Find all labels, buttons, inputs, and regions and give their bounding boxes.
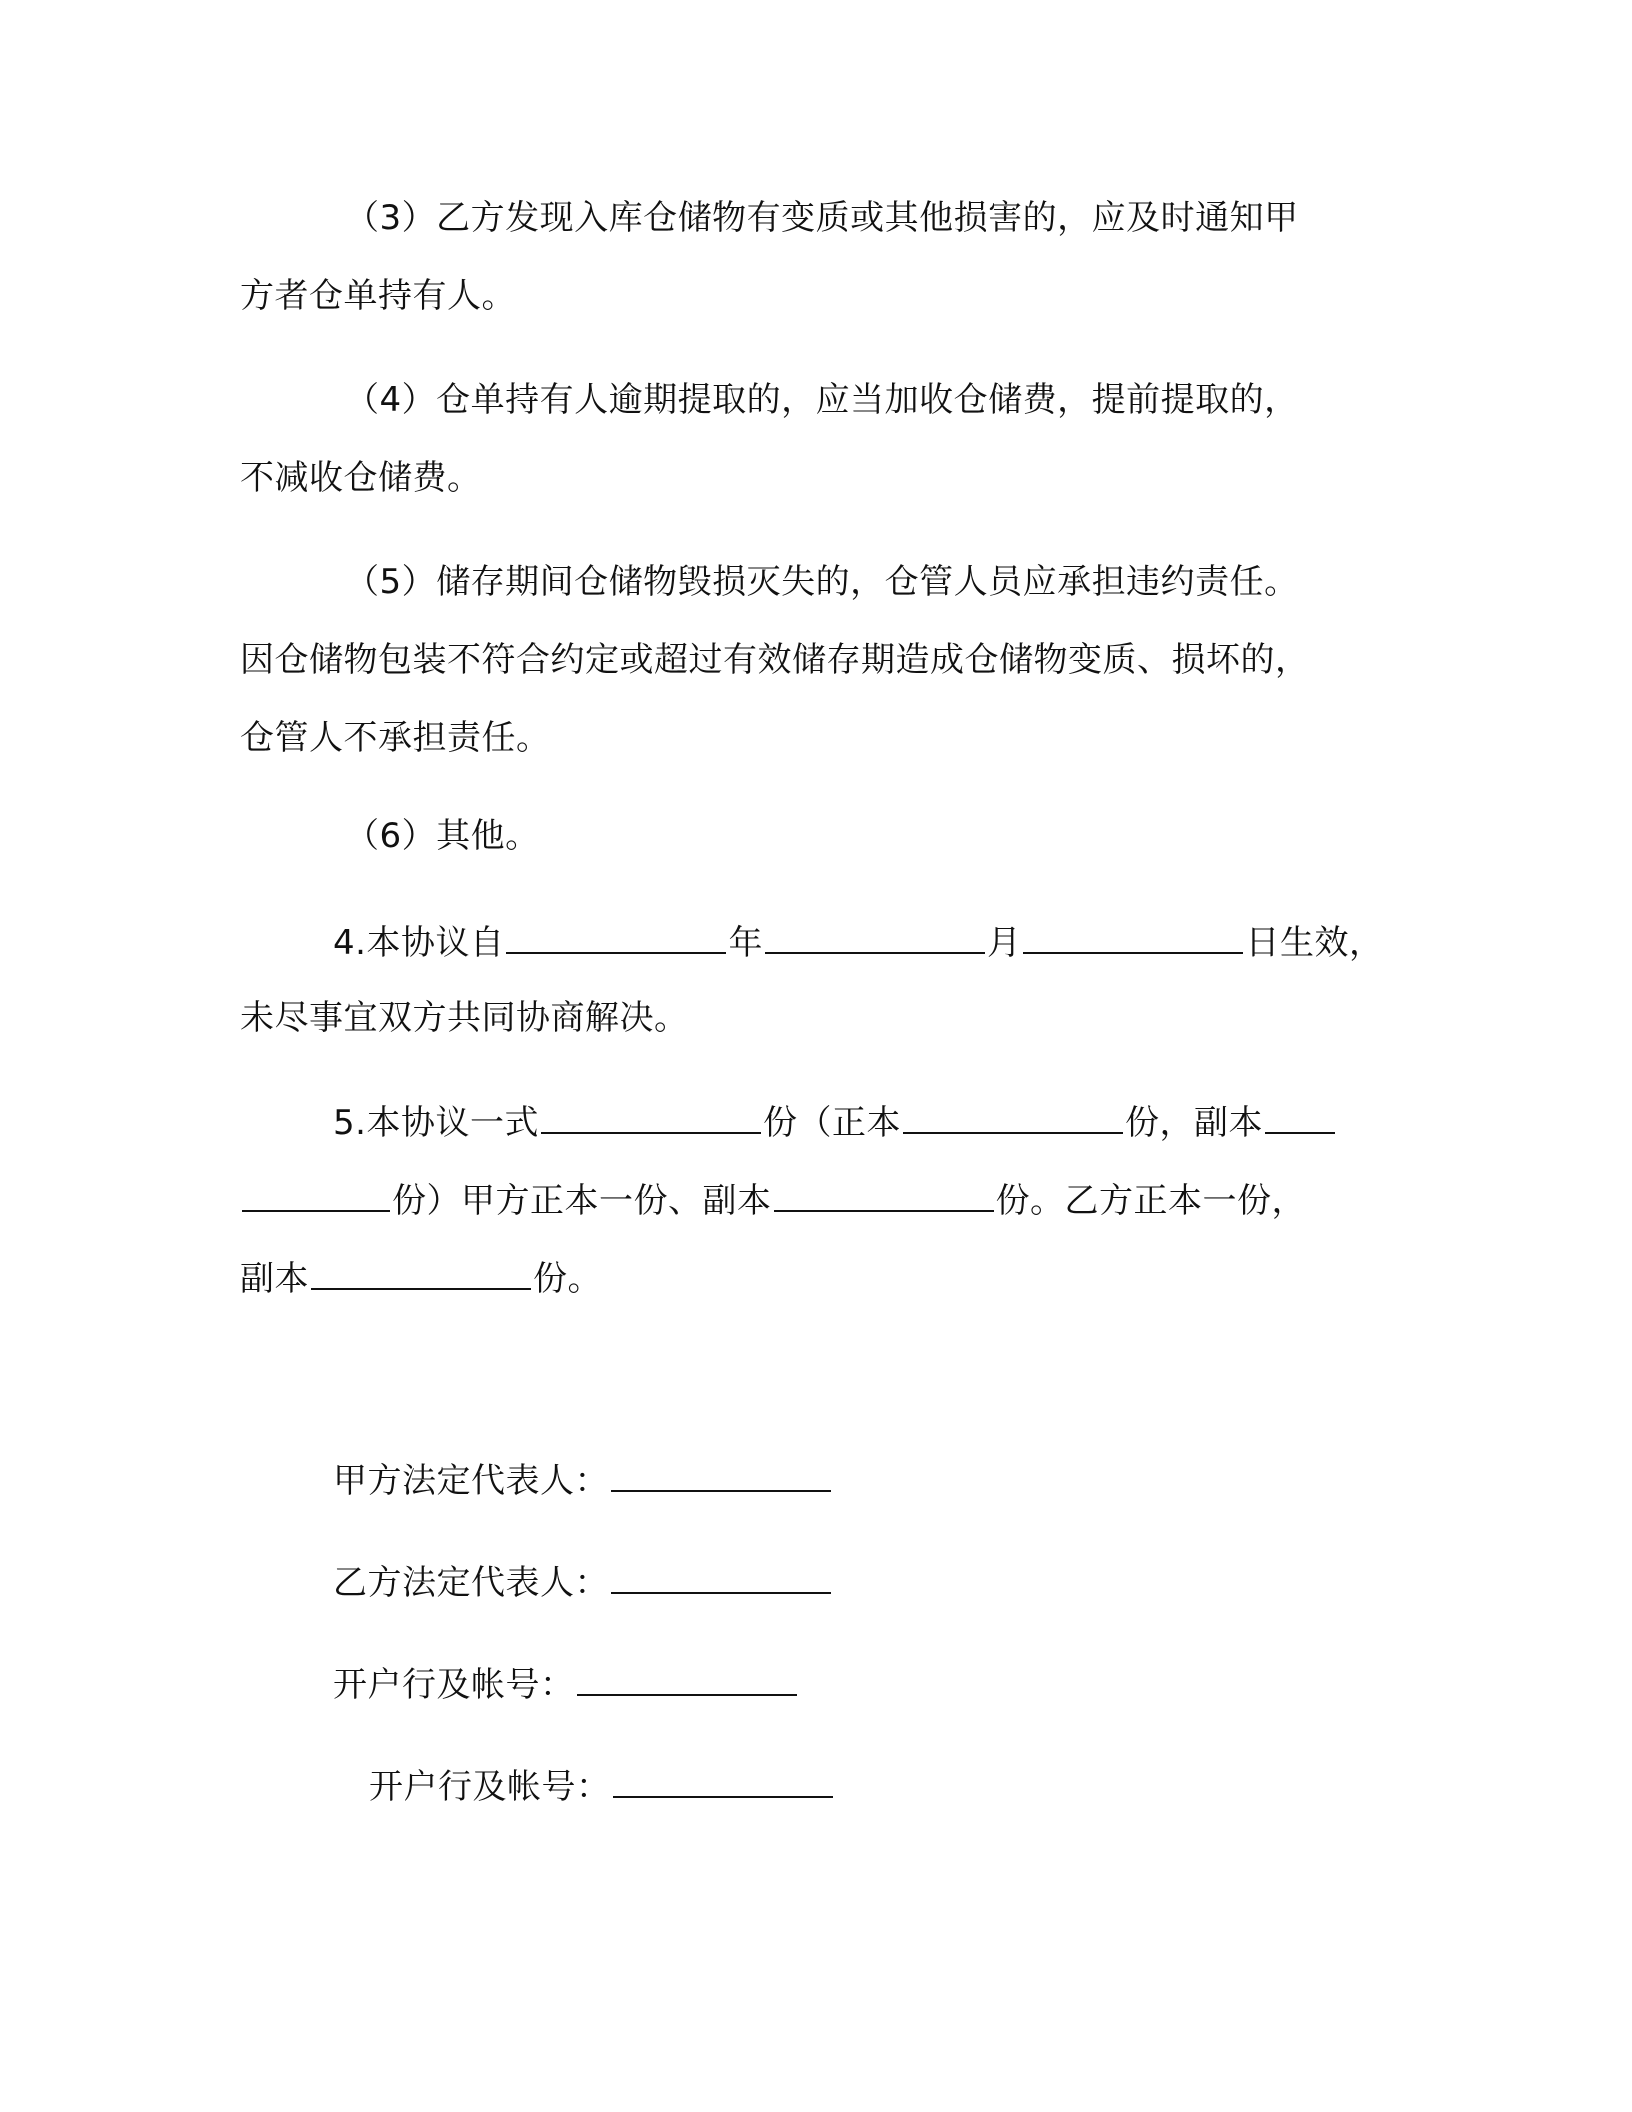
clause-4-prefix: 4.本协议自 xyxy=(333,923,505,963)
clause-4-month-label: 月 xyxy=(986,923,1022,963)
item-3-line-1: （3）乙方发现入库仓储物有变质或其他损害的，应及时通知甲 xyxy=(345,198,1299,238)
party-a-rep-field[interactable] xyxy=(611,1456,831,1492)
clause-5-line-3-suffix: 份。 xyxy=(533,1259,602,1299)
clause-5-line-1 xyxy=(333,1098,1337,1145)
original-copies-blank-field[interactable] xyxy=(903,1098,1123,1134)
clause-5-copies-open: 份（正本 xyxy=(762,1103,901,1143)
clause-4-year-label: 年 xyxy=(728,923,763,963)
bank-account-2-label: 开户行及帐号： xyxy=(369,1767,611,1807)
party-b-rep-line xyxy=(333,1558,833,1605)
clause-5-copies-fuben: 份，副本 xyxy=(1124,1103,1263,1143)
party-a-duplicate-blank-field[interactable] xyxy=(774,1176,994,1212)
month-blank-field[interactable] xyxy=(765,918,985,954)
bank-account-2-line xyxy=(369,1762,835,1809)
bank-account-1-line xyxy=(333,1660,799,1707)
clause-5-line-3 xyxy=(240,1254,602,1301)
bank-account-2-field[interactable] xyxy=(613,1762,833,1798)
clause-5-line-2-part-2: 份。乙方正本一份， xyxy=(995,1181,1306,1221)
duplicate-copies-blank-field-end[interactable] xyxy=(242,1176,390,1212)
item-5-line-1: （5）储存期间仓储物毁损灭失的，仓管人员应承担违约责任。 xyxy=(345,562,1299,602)
clause-5-line-2 xyxy=(240,1176,1306,1223)
party-a-rep-line xyxy=(333,1456,833,1503)
party-b-rep-field[interactable] xyxy=(611,1558,831,1594)
item-6-line-1: （6）其他。 xyxy=(345,816,540,856)
clause-4-day-suffix: 日生效， xyxy=(1245,923,1384,963)
item-3-line-2: 方者仓单持有人。 xyxy=(240,276,516,316)
party-a-rep-label: 甲方法定代表人： xyxy=(333,1461,609,1501)
clause-5-line-2-part-1: 份）甲方正本一份、副本 xyxy=(392,1181,772,1221)
clause-5-prefix: 5.本协议一式 xyxy=(333,1103,539,1143)
bank-account-1-field[interactable] xyxy=(577,1660,797,1696)
item-4-line-2: 不减收仓储费。 xyxy=(240,458,482,498)
duplicate-copies-blank-field-start[interactable] xyxy=(1265,1098,1335,1134)
year-blank-field[interactable] xyxy=(506,918,726,954)
clause-4-line-2: 未尽事宜双方共同协商解决。 xyxy=(240,998,689,1038)
item-5-line-3: 仓管人不承担责任。 xyxy=(240,718,551,758)
party-b-rep-label: 乙方法定代表人： xyxy=(333,1563,609,1603)
item-4-line-1: （4）仓单持有人逾期提取的，应当加收仓储费，提前提取的， xyxy=(345,380,1299,420)
bank-account-1-label: 开户行及帐号： xyxy=(333,1665,575,1705)
item-5-line-2: 因仓储物包装不符合约定或超过有效储存期造成仓储物变质、损坏的， xyxy=(240,640,1310,680)
total-copies-blank-field[interactable] xyxy=(541,1098,761,1134)
clause-5-line-3-prefix: 副本 xyxy=(240,1259,309,1299)
clause-4-line-1 xyxy=(333,918,1383,965)
day-blank-field[interactable] xyxy=(1023,918,1243,954)
party-b-duplicate-blank-field[interactable] xyxy=(311,1254,531,1290)
